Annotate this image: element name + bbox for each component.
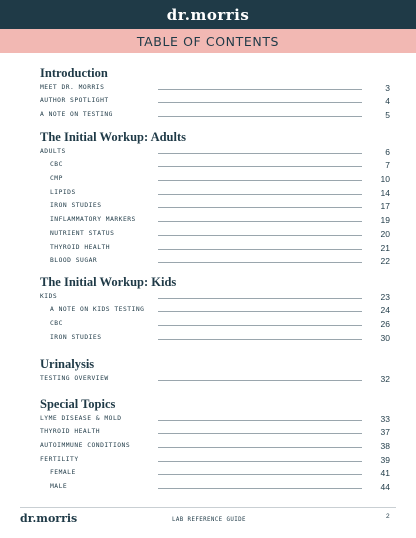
toc-entry[interactable]: [40, 94, 390, 108]
brand-logo: dr.morris: [166, 5, 250, 24]
leader-line: [158, 166, 362, 167]
toc-entry-label: TESTING OVERVIEW: [40, 374, 109, 382]
leader-line: [158, 194, 362, 195]
toc-entry-label: CBC: [50, 320, 63, 328]
toc-entry-label: FERTILITY: [40, 455, 79, 463]
leader-line: [158, 153, 362, 154]
section-title: Special Topics: [40, 397, 116, 411]
toc-subentry[interactable]: [40, 226, 390, 240]
toc-subentry[interactable]: [40, 303, 390, 317]
toc-entry-page: 21: [380, 242, 390, 253]
section-title: The Initial Workup: Kids: [40, 275, 177, 289]
toc-entry[interactable]: [40, 289, 390, 303]
section-kids: [40, 275, 390, 344]
toc-entry-label: CBC: [50, 161, 63, 169]
section-title: Introduction: [40, 66, 108, 80]
footer-guide-title: LAB REFERENCE GUIDE: [172, 517, 246, 523]
toc-entry-label: LYME DISEASE & MOLD: [40, 414, 122, 422]
toc-subentry[interactable]: [40, 330, 390, 344]
leader-line: [158, 380, 362, 381]
toc-subentry[interactable]: [40, 185, 390, 199]
toc-subentry[interactable]: [40, 158, 390, 172]
toc-entry-page: 41: [380, 468, 390, 479]
toc-entry-page: 23: [380, 291, 390, 302]
toc-entry-label: THYROID HEALTH: [40, 428, 101, 436]
leader-line: [158, 207, 362, 208]
toc-entry-label: AUTHOR SPOTLIGHT: [40, 97, 109, 105]
toc-entry-page: 7: [385, 160, 390, 171]
toc-subentry[interactable]: [40, 240, 390, 254]
toc-entry[interactable]: [40, 411, 390, 425]
toc-entry-label: THYROID HEALTH: [50, 243, 111, 251]
toc-entry-label: AUTOIMMUNE CONDITIONS: [40, 442, 131, 450]
leader-line: [158, 339, 362, 340]
leader-line: [158, 474, 362, 475]
toc-entry-label: INFLAMMATORY MARKERS: [50, 216, 136, 224]
toc-entry[interactable]: [40, 80, 390, 94]
leader-line: [158, 249, 362, 250]
toc-entry-label: MALE: [50, 483, 68, 491]
toc-entry-page: 33: [380, 413, 390, 424]
toc-entry-page: 44: [380, 482, 390, 493]
footer-page-number: 2: [386, 513, 390, 520]
toc-entry-label: CMP: [50, 175, 63, 183]
leader-line: [158, 262, 362, 263]
toc-entry-page: 24: [380, 305, 390, 316]
toc-entry-page: 20: [380, 228, 390, 239]
toc-entry-label: FEMALE: [50, 469, 76, 477]
toc-subentry[interactable]: [40, 466, 390, 480]
toc-entry[interactable]: [40, 438, 390, 452]
toc-entry-label: A NOTE ON TESTING: [40, 111, 113, 119]
section-introduction: [40, 66, 390, 121]
toc-entry-label: LIPIDS: [50, 188, 76, 196]
footer-brand-logo: dr.morris: [20, 512, 78, 525]
toc-entry[interactable]: [40, 425, 390, 439]
toc-entry-page: 10: [380, 174, 390, 185]
toc-entry-label: KIDS: [40, 292, 58, 300]
section-title: Urinalysis: [40, 357, 95, 371]
footer-divider: [20, 507, 396, 508]
leader-line: [158, 488, 362, 489]
toc-entry-label: MEET DR. MORRIS: [40, 83, 105, 91]
toc-entry-page: 14: [380, 187, 390, 198]
toc-subentry[interactable]: [40, 199, 390, 213]
toc-subentry[interactable]: [40, 171, 390, 185]
toc-entry-page: 39: [380, 454, 390, 465]
toc-entry[interactable]: [40, 452, 390, 466]
leader-line: [158, 325, 362, 326]
toc-entry-label: NUTRIENT STATUS: [50, 229, 115, 237]
toc-entry-page: 26: [380, 319, 390, 330]
toc-entry-page: 5: [385, 110, 390, 121]
toc-entry-label: IRON STUDIES: [50, 202, 102, 210]
toc-entry-page: 3: [385, 82, 390, 93]
leader-line: [158, 116, 362, 117]
page-title: TABLE OF CONTENTS: [136, 33, 280, 49]
leader-line: [158, 221, 362, 222]
section-title: The Initial Workup: Adults: [40, 130, 187, 144]
toc-entry-page: 19: [380, 215, 390, 226]
toc-entry-page: 37: [380, 427, 390, 438]
leader-line: [158, 311, 362, 312]
toc-entry-page: 32: [380, 373, 390, 384]
toc-entry[interactable]: [40, 107, 390, 121]
leader-line: [158, 461, 362, 462]
leader-line: [158, 180, 362, 181]
toc-entry[interactable]: [40, 371, 390, 385]
toc-entry-page: 17: [380, 201, 390, 212]
section-urinalysis: [40, 357, 390, 385]
section-adults: [40, 130, 390, 267]
leader-line: [158, 433, 362, 434]
toc-subentry[interactable]: [40, 479, 390, 493]
toc-entry-page: 6: [385, 146, 390, 157]
leader-line: [158, 235, 362, 236]
toc-entry-page: 22: [380, 256, 390, 267]
section-special-topics: [40, 397, 390, 493]
leader-line: [158, 89, 362, 90]
toc-entry-label: IRON STUDIES: [50, 333, 102, 341]
toc-entry-page: 38: [380, 441, 390, 452]
toc-entry-label: ADULTS: [40, 147, 66, 155]
toc-entry-label: BLOOD SUGAR: [50, 257, 98, 265]
leader-line: [158, 298, 362, 299]
toc-entry-page: 30: [380, 332, 390, 343]
toc-subentry[interactable]: [40, 212, 390, 226]
toc-subentry[interactable]: [40, 254, 390, 268]
toc-entry-page: 4: [385, 96, 390, 107]
toc-entry[interactable]: [40, 144, 390, 158]
leader-line: [158, 102, 362, 103]
toc-entry-label: A NOTE ON KIDS TESTING: [50, 306, 145, 314]
toc-subentry[interactable]: [40, 316, 390, 330]
leader-line: [158, 420, 362, 421]
leader-line: [158, 447, 362, 448]
